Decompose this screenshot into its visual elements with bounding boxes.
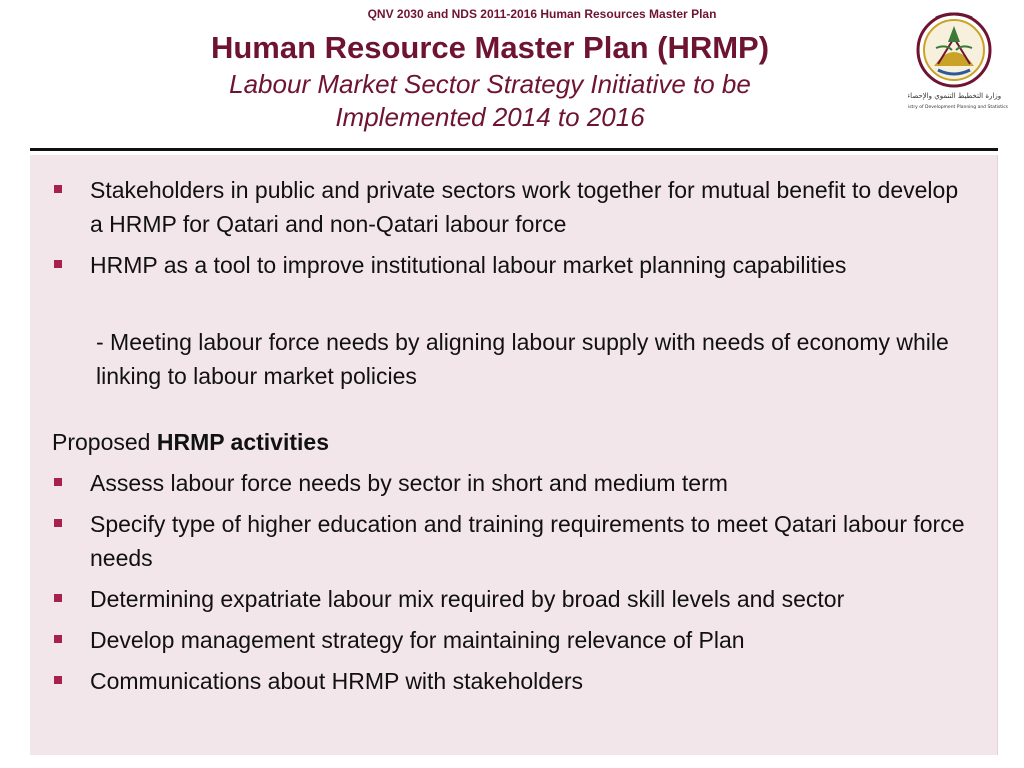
square-bullet-icon <box>54 260 62 268</box>
square-bullet-icon <box>54 478 62 486</box>
sub-point-text: - Meeting labour force needs by aligning labour supply with needs of economy while linking to labour market policies <box>96 329 949 389</box>
list-item-text: Stakeholders in public and private sectors work together for mutual benefit to develop a HRMP for Qatari and non-Qatari labour force <box>90 177 959 237</box>
list-item <box>30 582 970 616</box>
list-item-text: Determining expatriate labour mix required by broad skill levels and sector <box>90 586 845 612</box>
ministry-name-arabic: وزارة التخطيط التنموي والإحصاء <box>908 92 1002 100</box>
ministry-name-english: Ministry of Development Planning and Statistics <box>908 105 1009 110</box>
square-bullet-icon <box>54 676 62 684</box>
proposed-activities-heading <box>52 425 329 459</box>
slide-top-header: QNV 2030 and NDS 2011-2016 Human Resources Master Plan <box>367 7 717 21</box>
slide-subtitle-line-2: Implemented 2014 to 2016 <box>335 102 645 132</box>
square-bullet-icon <box>54 594 62 602</box>
content-panel <box>30 155 998 755</box>
square-bullet-icon <box>54 635 62 643</box>
slide-title: Human Resource Master Plan (HRMP) <box>210 30 770 65</box>
proposed-bold: HRMP activities <box>156 429 329 455</box>
list-item-text: Specify type of higher education and training requirements to meet Qatari labour force needs <box>90 511 965 571</box>
list-item <box>30 466 970 500</box>
list-item <box>30 507 970 575</box>
list-item-text: Assess labour force needs by sector in short and medium term <box>90 470 728 496</box>
list-item <box>30 664 970 698</box>
list-item <box>30 623 970 657</box>
title-block <box>60 28 920 134</box>
bullet-list-intro <box>30 173 970 289</box>
slide-subtitle-line-1: Labour Market Sector Strategy Initiative to be <box>229 69 751 99</box>
list-item-text: HRMP as a tool to improve institutional labour market planning capabilities <box>90 252 847 278</box>
square-bullet-icon <box>54 519 62 527</box>
title-divider <box>30 148 998 151</box>
list-item-text: Develop management strategy for maintaining relevance of Plan <box>90 627 745 653</box>
ministry-logo <box>908 8 1014 126</box>
square-bullet-icon <box>54 185 62 193</box>
list-item-text: Communications about HRMP with stakeholders <box>90 668 584 694</box>
proposed-prefix: Proposed <box>52 429 157 455</box>
bullet-list-activities <box>30 466 970 705</box>
list-item <box>30 248 970 282</box>
qatar-emblem-icon <box>908 8 1014 126</box>
list-item <box>30 173 970 241</box>
